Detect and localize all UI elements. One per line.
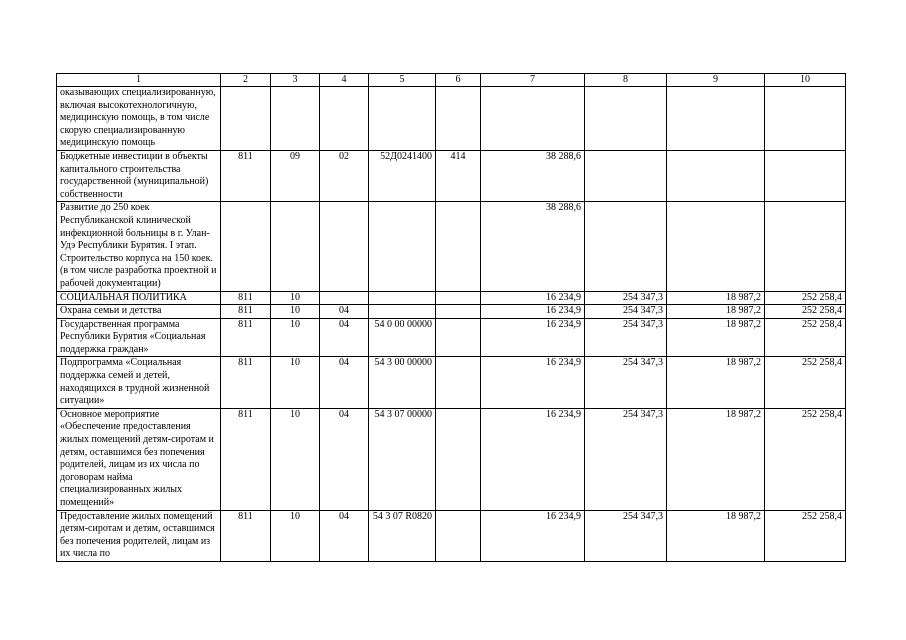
header-cell-2: 2 [221,74,271,87]
col4-cell: 04 [320,357,369,408]
col2-cell: 811 [221,408,271,510]
row-name-cell: Предоставление жилых помещений детям-сиротам и детям, оставшимся без попечения родителей, лицам из их числа по [57,510,221,561]
col10-cell [765,150,846,201]
col8-cell [585,202,667,291]
col10-cell: 252 258,4 [765,318,846,357]
col8-cell: 254 347,3 [585,318,667,357]
col10-cell: 252 258,4 [765,357,846,408]
col5-cell [369,305,436,319]
col7-cell [481,87,585,151]
col8-cell: 254 347,3 [585,305,667,319]
col9-cell [667,87,765,151]
table-row [57,357,846,408]
col2-cell [221,202,271,291]
col10-cell: 252 258,4 [765,291,846,305]
col7-cell: 38 288,6 [481,150,585,201]
col8-cell: 254 347,3 [585,357,667,408]
table-row [57,510,846,561]
col9-cell: 18 987,2 [667,510,765,561]
col4-cell: 04 [320,510,369,561]
col8-cell: 254 347,3 [585,291,667,305]
col9-cell: 18 987,2 [667,318,765,357]
col6-cell [436,510,481,561]
col6-cell [436,305,481,319]
header-cell-3: 3 [271,74,320,87]
header-cell-7: 7 [481,74,585,87]
col2-cell: 811 [221,357,271,408]
col5-cell: 54 3 00 00000 [369,357,436,408]
col6-cell [436,87,481,151]
header-cell-10: 10 [765,74,846,87]
col5-cell: 54 0 00 00000 [369,318,436,357]
col7-cell: 16 234,9 [481,291,585,305]
col8-cell [585,87,667,151]
col10-cell [765,87,846,151]
col3-cell [271,87,320,151]
row-name-cell: Государственная программа Республики Бурятия «Социальная поддержка граждан» [57,318,221,357]
col7-cell: 38 288,6 [481,202,585,291]
col2-cell: 811 [221,291,271,305]
col4-cell [320,87,369,151]
table-row [57,87,846,151]
col10-cell: 252 258,4 [765,305,846,319]
col10-cell: 252 258,4 [765,408,846,510]
col9-cell [667,150,765,201]
row-name-cell: Развитие до 250 коек Республиканской клинической инфекционной больницы в г. Улан-Удэ Республики Бурятия. I этап. Строительство корпуса на 150 коек. (в том числе разработка проектной и рабочей документации) [57,202,221,291]
col2-cell: 811 [221,305,271,319]
col7-cell: 16 234,9 [481,357,585,408]
col7-cell: 16 234,9 [481,510,585,561]
row-name-cell: СОЦИАЛЬНАЯ ПОЛИТИКА [57,291,221,305]
col9-cell [667,202,765,291]
col3-cell [271,202,320,291]
col6-cell [436,408,481,510]
col9-cell: 18 987,2 [667,305,765,319]
col3-cell: 09 [271,150,320,201]
row-name-cell: Основное мероприятие «Обеспечение предоставления жилых помещений детям-сиротам и детям, оставшимся без попечения родителей, лицам из их числа по договорам найма специализированных жилых помещений» [57,408,221,510]
col6-cell [436,291,481,305]
table-row [57,305,846,319]
col9-cell: 18 987,2 [667,357,765,408]
col4-cell: 02 [320,150,369,201]
col8-cell: 254 347,3 [585,510,667,561]
col2-cell: 811 [221,318,271,357]
col5-cell [369,87,436,151]
table-row [57,408,846,510]
col3-cell: 10 [271,357,320,408]
col7-cell: 16 234,9 [481,408,585,510]
col7-cell: 16 234,9 [481,318,585,357]
col3-cell: 10 [271,510,320,561]
col6-cell [436,202,481,291]
col9-cell: 18 987,2 [667,408,765,510]
col5-cell: 54 3 07 R0820 [369,510,436,561]
header-cell-6: 6 [436,74,481,87]
col5-cell: 52Д0241400 [369,150,436,201]
col4-cell [320,202,369,291]
col2-cell: 811 [221,510,271,561]
col5-cell [369,202,436,291]
col10-cell: 252 258,4 [765,510,846,561]
table-row [57,291,846,305]
header-cell-1: 1 [57,74,221,87]
col4-cell: 04 [320,408,369,510]
col4-cell [320,291,369,305]
row-name-cell: Охрана семьи и детства [57,305,221,319]
table-row [57,318,846,357]
col3-cell: 10 [271,408,320,510]
col4-cell: 04 [320,318,369,357]
table-row [57,150,846,201]
header-cell-5: 5 [369,74,436,87]
col2-cell: 811 [221,150,271,201]
header-cell-9: 9 [667,74,765,87]
header-row [57,74,846,87]
col3-cell: 10 [271,305,320,319]
col5-cell: 54 3 07 00000 [369,408,436,510]
col10-cell [765,202,846,291]
row-name-cell: Бюджетные инвестиции в объекты капитального строительства государственной (муниципальной) собственности [57,150,221,201]
col8-cell [585,150,667,201]
row-name-cell: Подпрограмма «Социальная поддержка семей и детей, находящихся в трудной жизненной ситуации» [57,357,221,408]
col6-cell: 414 [436,150,481,201]
header-cell-8: 8 [585,74,667,87]
col5-cell [369,291,436,305]
col3-cell: 10 [271,291,320,305]
col6-cell [436,357,481,408]
col2-cell [221,87,271,151]
col4-cell: 04 [320,305,369,319]
col3-cell: 10 [271,318,320,357]
col8-cell: 254 347,3 [585,408,667,510]
table-row [57,202,846,291]
budget-table [56,73,846,562]
row-name-cell: оказывающих специализированную, включая высокотехнологичную, медицинскую помощь, в том числе скорую специализированную медицинскую помощь [57,87,221,151]
col6-cell [436,318,481,357]
col7-cell: 16 234,9 [481,305,585,319]
header-cell-4: 4 [320,74,369,87]
col9-cell: 18 987,2 [667,291,765,305]
